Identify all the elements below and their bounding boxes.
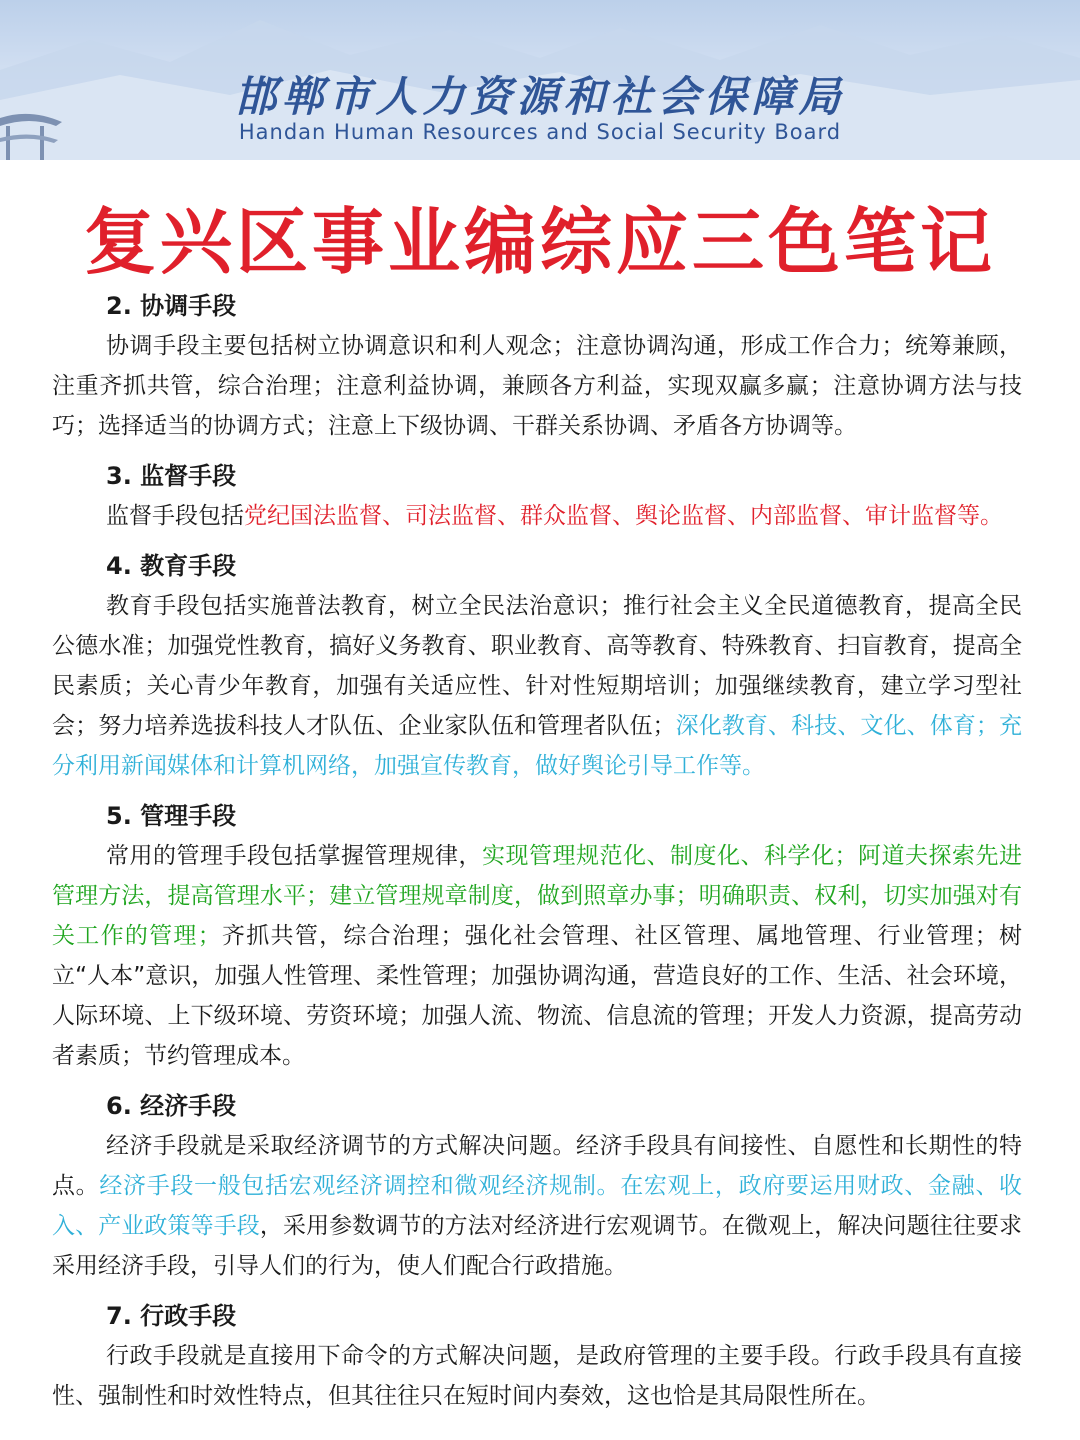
section-heading-supervision: 3. 监督手段 [106,462,237,490]
notes-body [52,286,1022,1420]
highlight-green: 实现管理规范化、制度化、科学化；阿道夫探索先进管理方法，提高管理水平；建立管理规章制度，做到照章办事；明确职责、权利，切实加强对有关工作的管理； [52,843,1022,949]
section-text-supervision: 监督手段包括党纪国法监督、司法监督、群众监督、舆论监督、内部监督、审计监督等。 [106,503,1003,529]
header-banner [0,0,1080,160]
section-heading-coordination: 2. 协调手段 [106,292,237,320]
highlight-blue: 深化教育、科技、文化、体育；充分利用新闻媒体和计算机网络，加强宣传教育，做好舆论引导工作等。 [52,713,1023,779]
org-name-en: Handan Human Resources and Social Security Board [238,120,842,144]
section-text-education: 教育手段包括实施普法教育，树立全民法治意识；推行社会主义全民道德教育，提高全民公德水准；加强党性教育，搞好义务教育、职业教育、高等教育、特殊教育、扫盲教育，提高全民素质；关心青少年教育，加强有关适应性、针对性短期培训；加强继续教育，建立学习型社会；努力培养选拔科技人才队伍、企业家队伍和管理者队伍；深化教育、科技、文化、体育；充分利用新闻媒体和计算机网络，加强宣传教育，做好舆论引导工作等。 [52,593,1023,779]
section-text-management: 常用的管理手段包括掌握管理规律，实现管理规范化、制度化、科学化；阿道夫探索先进管理方法，提高管理水平；建立管理规章制度，做到照章办事；明确职责、权利，切实加强对有关工作的管理；齐抓共管，综合治理；强化社会管理、社区管理、属地管理、行业管理；树立“人本”意识，加强人性管理、柔性管理；加强协调沟通，营造良好的工作、生活、社会环境，人际环境、上下级环境、劳资环境；加强人流、物流、信息流的管理；开发人力资源，提高劳动者素质；节约管理成本。 [52,843,1023,1069]
section-text-economic: 经济手段就是采取经济调节的方式解决问题。经济手段具有间接性、自愿性和长期性的特点。经济手段一般包括宏观经济调控和微观经济规制。在宏观上，政府要运用财政、金融、收入、产业政策等手段，采用参数调节的方法对经济进行宏观调节。在微观上，解决问题往往要求采用经济手段，引导人们的行为，使人们配合行政措施。 [52,1133,1023,1279]
section-heading-education: 4. 教育手段 [106,552,237,580]
section-text-coordination: 协调手段主要包括树立协调意识和利人观念；注意协调沟通，形成工作合力；统筹兼顾，注重齐抓共管，综合治理；注意利益协调，兼顾各方利益，实现双赢多赢；注意协调方法与技巧；选择适当的协调方式；注意上下级协调、干群关系协调、矛盾各方协调等。 [52,333,1022,439]
section-text-administrative: 行政手段就是直接用下命令的方式解决问题，是政府管理的主要手段。行政手段具有直接性、强制性和时效性特点，但其往往只在短时间内奏效，这也恰是其局限性所在。 [52,1343,1022,1409]
section-heading-management: 5. 管理手段 [106,802,237,830]
section-heading-administrative: 7. 行政手段 [106,1302,237,1330]
org-name-cn: 邯郸市人力资源和社会保障局 [234,72,846,121]
highlight-blue: 经济手段一般包括宏观经济调控和微观经济规制。在宏观上，政府要运用财政、金融、收入、产业政策等手段 [52,1173,1023,1239]
document-title: 复兴区事业编综应三色笔记 [83,200,996,284]
section-heading-economic: 6. 经济手段 [106,1092,237,1120]
highlight-red: 党纪国法监督、司法监督、群众监督、舆论监督、内部监督、审计监督等。 [244,503,1003,529]
